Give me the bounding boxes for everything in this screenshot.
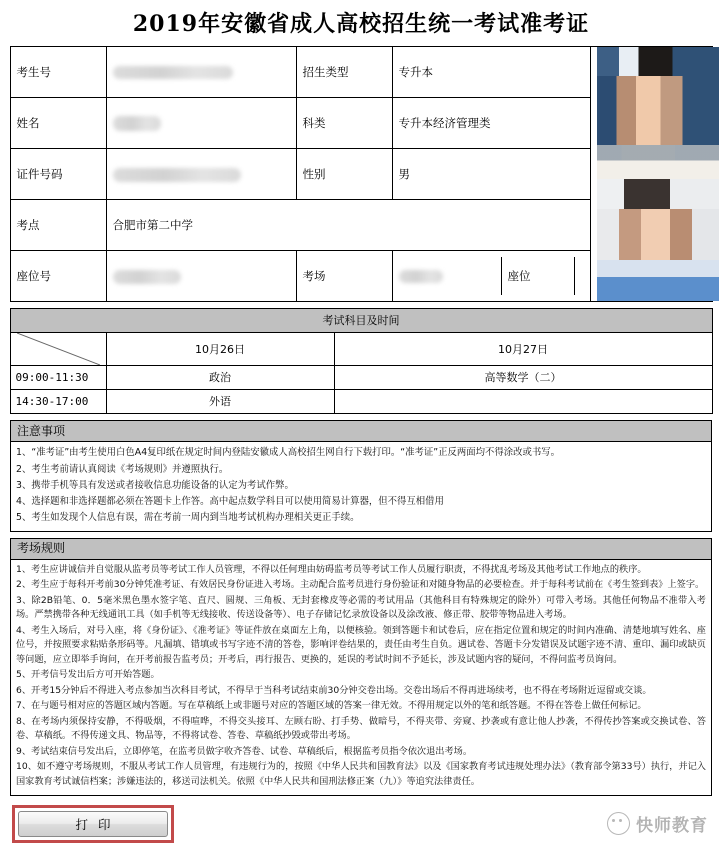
candidate-photo-cell <box>590 47 712 302</box>
table-row <box>10 47 712 98</box>
redacted-value <box>399 270 443 283</box>
candidate-photo-secondary <box>597 179 719 301</box>
print-button-highlight <box>12 805 174 843</box>
photo-stack <box>597 47 719 301</box>
rule-item: 5、开考信号发出后方可开始答题。 <box>16 669 160 681</box>
page-title: 2019年安徽省成人高校招生统一考试准考证 <box>132 11 590 37</box>
value-id-number <box>106 149 296 200</box>
schedule-subject-r2c1: 外语 <box>106 390 334 414</box>
candidate-info-table <box>10 46 713 302</box>
redacted-value <box>113 66 233 79</box>
value-name <box>106 98 296 149</box>
rule-item: 1、考生应讲诚信并自觉服从监考员等考试工作人员管理，不得以任何理由妨碍监考员等考试工作人员履行职责，不得扰乱考场及其他考试工作地点的秩序。 <box>16 563 647 575</box>
notice-item: 1、“准考证”由考生使用白色A4复印纸在规定时间内登陆安徽成人高校招生网自行下载打印。“准考证”正反两面均不得涂改或书写。 <box>16 447 561 459</box>
value-candidate-number <box>106 47 296 98</box>
notices-header-table <box>10 420 712 442</box>
exam-rules-body <box>11 560 711 795</box>
rules-header-table <box>10 538 712 560</box>
value-exam-room-group <box>392 251 590 302</box>
value-seat-number <box>106 251 296 302</box>
schedule-header-row <box>10 309 712 333</box>
schedule-time-2: 14:30-17:00 <box>10 390 106 414</box>
redacted-value <box>113 116 161 131</box>
rule-item: 10、如不遵守考场规则，不服从考试工作人员管理，有违规行为的，按照《中华人民共和国教育法》以及《国家教育考试违规处理办法》（教育部令第33号）执行，并记入国家教育考试诚信档案；涉嫌违法的，移送司法机关。依照《中华人民共和国刑法修正案（九）》等追究法律责任。 <box>16 761 706 787</box>
rule-item: 4、考生入场后，对号入座，将《身份证》、《准考证》等证件放在桌面左上角，以便核验。领到答题卡和试卷后，应在指定位置和规定的时间内准确、清楚地填写姓名、座位号，并按照要求粘贴条形码等。凡漏填、错填或书写字迹不清的答卷，影响评卷结果的，责任由考生自负。遇试卷、答题卡分发错误及试题字迹不清、重印、漏印或缺页等问题，应立即举手询问，在开考前报告监考员；开考后，再行报告、更换的，延误的考试时间不予延长，涉及试题内容的疑问，不得问监考员询问。 <box>16 624 706 665</box>
schedule-time-1: 09:00-11:30 <box>10 366 106 390</box>
notice-item: 3、携带手机等具有发送或者接收信息功能设备的认定为考试作弊。 <box>16 479 294 491</box>
value-gender: 男 <box>392 149 590 200</box>
value-subject-category: 专升本经济管理类 <box>392 98 590 149</box>
label-admission-type: 招生类型 <box>296 47 392 98</box>
schedule-corner-cell <box>10 333 106 366</box>
label-seat-number: 座位号 <box>10 251 106 302</box>
exam-rules-block <box>10 560 712 796</box>
label-exam-site: 考点 <box>10 200 106 251</box>
rule-item: 3、除2B铅笔、0．5毫米黑色墨水签字笔、直尺、圆规、三角板、无封套橡皮等必需的考试用品（其他科目有特殊规定的除外）可带入考场。其他任何物品不准带入考场。严禁携带各种无线通讯工具（如手机等无线接收、传送设备等）、电子存储记忆录放设备以及涂改液、修正带、胶带等物品进入考场。 <box>16 594 706 621</box>
footer <box>0 799 722 855</box>
candidate-photo-primary <box>597 47 719 179</box>
redacted-value <box>113 270 181 284</box>
rule-item: 8、在考场内须保持安静，不得吸烟，不得喧哗，不得交头接耳、左顾右盼、打手势、做暗号，不得夹带、旁窥、抄袭或有意让他人抄袭，不得传抄答案或交换试卷、答卷、草稿纸。不得传递文具、物品等，不得将试卷、答卷、草稿纸抄毁或带出考场。 <box>16 715 706 742</box>
label-seat: 座位 <box>501 257 574 295</box>
schedule-date-row <box>10 333 712 366</box>
redacted-value <box>113 168 241 182</box>
diagonal-divider-icon <box>17 333 100 365</box>
label-candidate-number: 考生号 <box>10 47 106 98</box>
table-row <box>10 390 712 414</box>
rules-header: 考场规则 <box>11 538 712 559</box>
notice-item: 2、考生考前请认真阅读《考场规则》并遵照执行。 <box>16 463 229 475</box>
wechat-logo-icon <box>607 812 630 835</box>
schedule-date-1: 10月26日 <box>106 333 334 366</box>
label-subject-category: 科类 <box>296 98 392 149</box>
label-name: 姓名 <box>10 98 106 149</box>
notices-body <box>11 442 711 530</box>
exam-schedule-table <box>10 308 713 414</box>
rule-item: 2、考生应于每科开考前30分钟凭准考证、有效居民身份证进入考场。主动配合监考员进行身份验证和对随身物品的必要检查。并于每科考试前在《考生签到表》上签字。 <box>16 579 705 591</box>
watermark <box>607 811 708 836</box>
rule-item: 7、在与题号相对应的答题区域内答题。写在草稿纸上或非题号对应的答题区域的答案一律无效。不得用规定以外的笔和纸答题。不得在答卷上做任何标记。 <box>16 700 647 712</box>
label-id-number: 证件号码 <box>10 149 106 200</box>
schedule-subject-r1c1: 政治 <box>106 366 334 390</box>
value-exam-site: 合肥市第二中学 <box>106 200 590 251</box>
value-admission-type: 专升本 <box>392 47 590 98</box>
watermark-text: 快师教育 <box>636 815 708 836</box>
notices-header: 注意事项 <box>11 421 712 442</box>
rule-item: 6、开考15分钟后不得进入考点参加当次科目考试，不得早于当科考试结束前30分钟交卷出场。交卷出场后不得再进场续考，也不得在考场附近逗留或交谈。 <box>16 684 652 696</box>
notices-block <box>10 442 712 531</box>
label-exam-room: 考场 <box>296 251 392 302</box>
schedule-header: 考试科目及时间 <box>10 309 712 333</box>
schedule-subject-r1c2: 高等数学（二） <box>334 366 712 390</box>
rule-item: 9、考试结束信号发出后，立即停笔，在监考员做字收齐答卷、试卷、草稿纸后，根据监考员指令依次退出考场。 <box>16 745 473 757</box>
value-exam-room <box>393 257 502 295</box>
schedule-subject-r2c2 <box>334 390 712 414</box>
notice-item: 5、考生如发现个人信息有误，需在考前一周内到当地考试机构办理相关更正手续。 <box>16 512 360 524</box>
label-gender: 性别 <box>296 149 392 200</box>
schedule-date-2: 10月27日 <box>334 333 712 366</box>
notice-item: 4、选择题和非选择题都必须在答题卡上作答。高中起点数学科目可以使用简易计算器，但不得互相借用 <box>16 496 444 508</box>
print-button[interactable]: 打印 <box>18 811 168 837</box>
value-seat <box>574 257 590 295</box>
table-row <box>10 366 712 390</box>
